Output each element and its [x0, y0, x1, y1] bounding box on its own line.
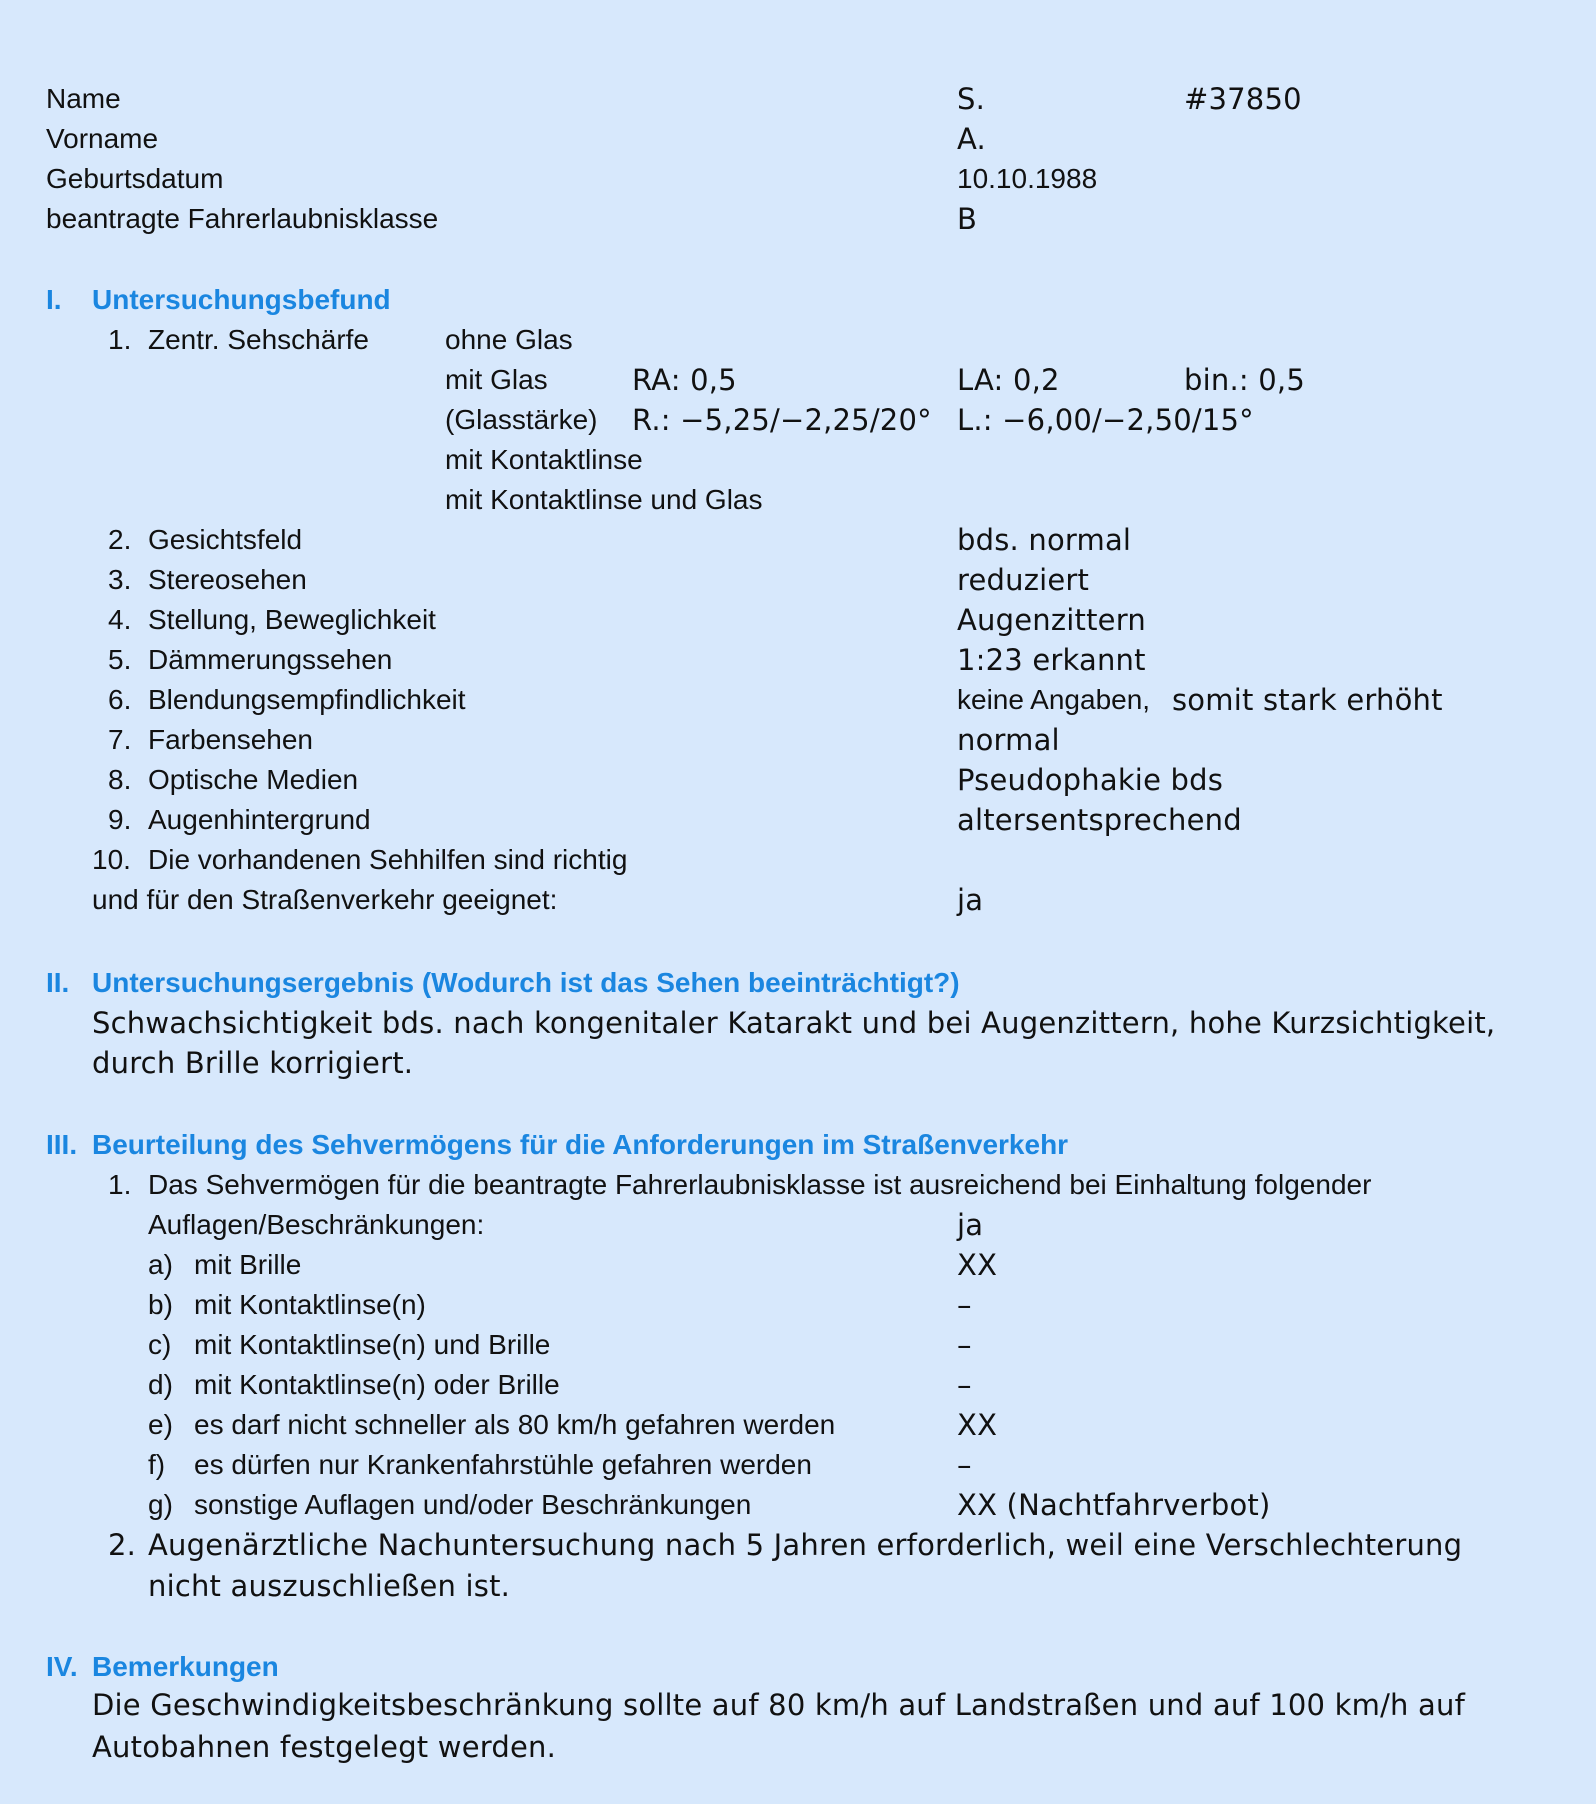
item-label: Stereosehen	[148, 564, 307, 595]
section-3-p2-num: 2.	[108, 1528, 137, 1562]
section-4-numeral: IV.	[46, 1651, 78, 1682]
option-label: es dürfen nur Krankenfahrstühle gefahren werden	[194, 1449, 812, 1480]
section-3-title: Beurteilung des Sehvermögens für die Anforderungen im Straßenverkehr	[92, 1129, 1069, 1160]
item-value: bds. normal	[957, 523, 1132, 557]
acuity-mit-glas: mit Glas	[445, 364, 548, 395]
section-2-title: Untersuchungsergebnis (Wodurch ist das Sehen beeinträchtigt?)	[92, 967, 960, 998]
acuity-l-glass: L.: −6,00/−2,50/15°	[957, 403, 1254, 437]
item-10-value: ja	[957, 883, 984, 917]
section-3-p2-line1: Augenärztliche Nachuntersuchung nach 5 Jahren erforderlich, weil eine Verschlechterung	[148, 1528, 1463, 1562]
item-value: Pseudophakie bds	[957, 763, 1224, 797]
license-class-value: B	[957, 202, 978, 236]
item-10-line2: und für den Straßenverkehr geeignet:	[92, 884, 558, 915]
item-value: somit stark erhöht	[1172, 683, 1443, 717]
acuity-kontaktlinse: mit Kontaktlinse	[445, 444, 643, 475]
item-label: Augenhintergrund	[148, 804, 371, 835]
option-label: sonstige Auflagen und/oder Beschränkungen	[194, 1489, 752, 1520]
option-letter: a)	[148, 1249, 173, 1280]
option-value: XX (Nachtfahrverbot)	[957, 1488, 1271, 1522]
item-label: Stellung, Beweglichkeit	[148, 604, 436, 635]
option-label: es darf nicht schneller als 80 km/h gefahren werden	[194, 1409, 836, 1440]
item-label: Farbensehen	[148, 724, 314, 755]
option-label: mit Brille	[194, 1249, 302, 1280]
acuity-label: Zentr. Sehschärfe	[148, 324, 370, 355]
acuity-ohne-glas: ohne Glas	[445, 324, 573, 355]
option-value: –	[957, 1328, 972, 1362]
section-3-numeral: III.	[46, 1129, 78, 1160]
item-value: altersentsprechend	[957, 803, 1242, 837]
item-value: Augenzittern	[957, 603, 1146, 637]
option-letter: e)	[148, 1409, 173, 1440]
option-value: –	[957, 1368, 972, 1402]
option-label: mit Kontaktlinse(n) und Brille	[194, 1329, 551, 1360]
option-letter: b)	[148, 1289, 173, 1320]
acuity-num: 1.	[108, 324, 132, 355]
license-class-label: beantragte Fahrerlaubnisklasse	[46, 203, 439, 234]
section-3-p2-line2: nicht auszuschließen ist.	[148, 1569, 511, 1603]
birthdate-value: 10.10.1988	[957, 163, 1098, 194]
birthdate-label: Geburtsdatum	[46, 163, 224, 194]
option-label: mit Kontaktlinse(n) oder Brille	[194, 1369, 560, 1400]
section-4-line2: Autobahnen festgelegt werden.	[92, 1730, 557, 1764]
item-label: Optische Medien	[148, 764, 359, 795]
acuity-la: LA: 0,2	[957, 363, 1060, 397]
section-4-title: Bemerkungen	[92, 1651, 279, 1682]
item-num: 3.	[108, 564, 132, 595]
item-value: reduziert	[957, 563, 1090, 597]
item-10-num: 10.	[92, 844, 131, 875]
section-2-text: Schwachsichtigkeit bds. nach kongenitaler Katarakt und bei Augenzittern, hohe Kurzsichtigkeit, durch Brille korrigiert.	[92, 1006, 1496, 1080]
section-3-p1-line1: Das Sehvermögen für die beantragte Fahrerlaubnisklasse ist ausreichend bei Einhaltung folgender	[148, 1169, 1372, 1200]
item-num: 9.	[108, 804, 132, 835]
option-letter: d)	[148, 1369, 173, 1400]
option-value: –	[957, 1448, 972, 1482]
option-letter: g)	[148, 1489, 173, 1520]
patient-id: #37850	[1184, 82, 1302, 116]
acuity-bin: bin.: 0,5	[1184, 363, 1305, 397]
acuity-ra: RA: 0,5	[632, 363, 737, 397]
option-label: mit Kontaktlinse(n)	[194, 1289, 426, 1320]
option-value: –	[957, 1288, 972, 1322]
item-num: 4.	[108, 604, 132, 635]
option-letter: c)	[148, 1329, 172, 1360]
vorname-label: Vorname	[46, 123, 159, 154]
section-3-p1-line2: Auflagen/Beschränkungen:	[148, 1209, 485, 1240]
name-value: S.	[957, 82, 986, 116]
vorname-value: A.	[957, 122, 986, 156]
option-letter: f)	[148, 1449, 166, 1480]
name-label: Name	[46, 83, 121, 114]
item-num: 6.	[108, 684, 132, 715]
acuity-kontaktlinse-glas: mit Kontaktlinse und Glas	[445, 484, 763, 515]
item-10-line1: Die vorhandenen Sehhilfen sind richtig	[148, 844, 628, 875]
item-num: 2.	[108, 524, 132, 555]
item-value: normal	[957, 723, 1060, 757]
item-value-printed: keine Angaben,	[957, 684, 1151, 715]
section-3-p1-num: 1.	[108, 1169, 132, 1200]
section-2-numeral: II.	[46, 967, 70, 998]
acuity-glasstaerke: (Glasstärke)	[445, 404, 598, 435]
item-num: 5.	[108, 644, 132, 675]
item-label: Blendungsempfindlichkeit	[148, 684, 466, 715]
item-label: Dämmerungssehen	[148, 644, 393, 675]
section-3-p1-value: ja	[957, 1208, 984, 1242]
item-label: Gesichtsfeld	[148, 524, 303, 555]
section-1-numeral: I.	[46, 284, 62, 315]
option-value: XX	[957, 1248, 998, 1282]
section-4-line1: Die Geschwindigkeitsbeschränkung sollte auf 80 km/h auf Landstraßen und auf 100 km/h auf	[92, 1688, 1465, 1722]
acuity-r-glass: R.: −5,25/−2,25/20°	[632, 403, 932, 437]
option-value: XX	[957, 1408, 998, 1442]
item-num: 7.	[108, 724, 132, 755]
section-1-title: Untersuchungsbefund	[92, 284, 391, 315]
item-value: 1:23 erkannt	[957, 643, 1146, 677]
item-num: 8.	[108, 764, 132, 795]
